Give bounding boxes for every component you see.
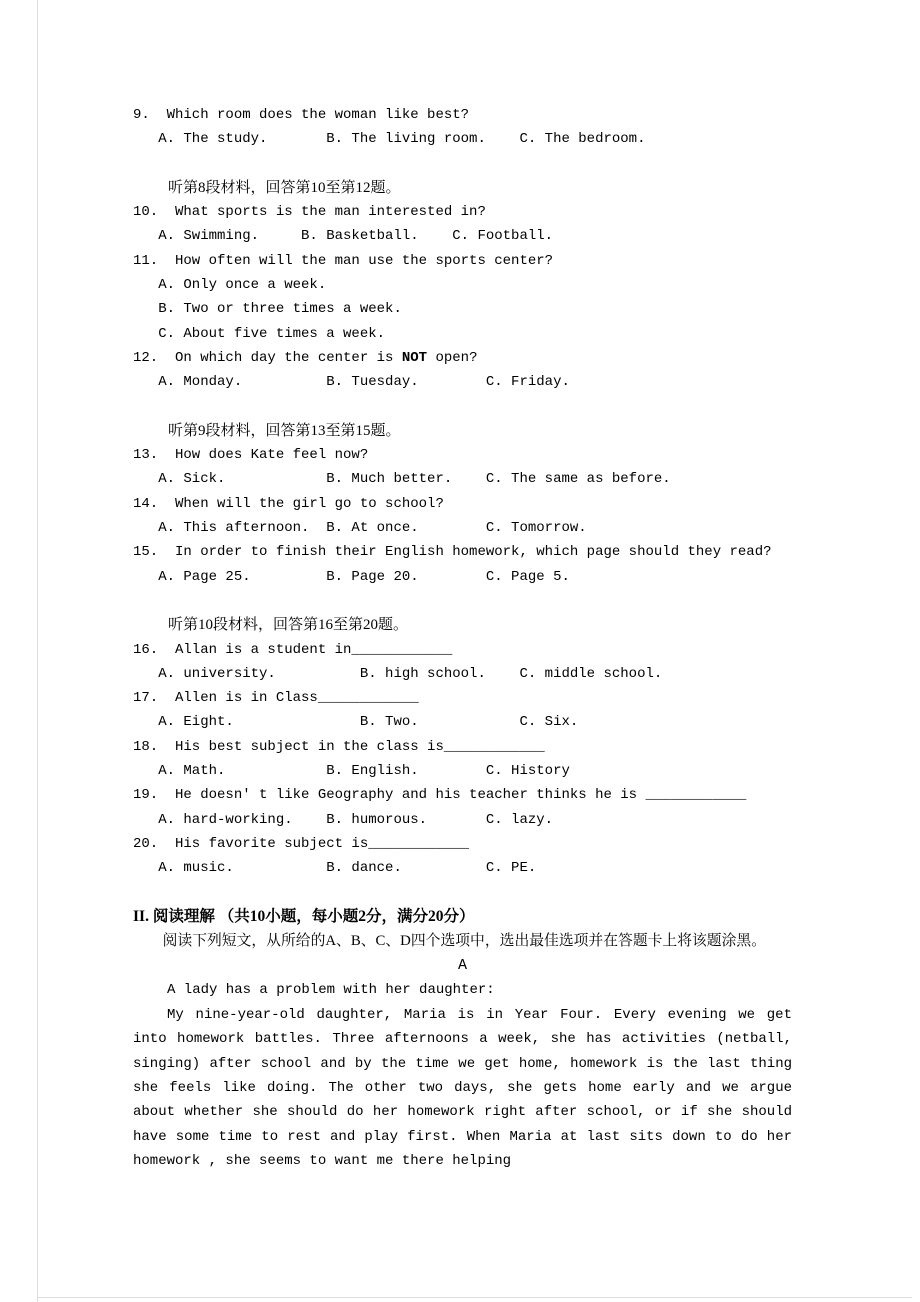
- page-edge-left: [37, 0, 38, 1302]
- question-line: 15. In order to finish their English homework, which page should they read?: [133, 544, 772, 561]
- blank-line: [133, 152, 792, 176]
- bold-text: NOT: [401, 349, 428, 366]
- question-line: 10. What sports is the man interested in?: [133, 204, 486, 221]
- question-line: 13. How does Kate feel now?: [133, 447, 369, 464]
- listening-part-header: 听第9段材料，回答第13至第15题。: [168, 422, 401, 439]
- reading-section: [133, 905, 792, 1174]
- blank-line: [133, 589, 792, 613]
- passage-body: My nine-year-old daughter, Maria is in Year Four. Every evening we get into homework battles. Three afternoons a week, she has activities (netball, singing) after school and by the time we get home, homework is the last thing she feels like doing. The other two days, she gets home early and we argue about whether she should do her homework right after school, or if she should have some time to rest and play first. When Maria at last sits down to do her homework , she seems to want me there helping: [133, 1006, 792, 1170]
- option-line: C. About five times a week.: [133, 325, 386, 342]
- reading-instructions: 阅读下列短文，从所给的A、B、C、D四个选项中，选出最佳选项并在答题卡上将该题涂黑。: [162, 933, 766, 950]
- passage-label: A: [457, 957, 467, 975]
- listening-lines: [133, 103, 792, 881]
- option-line: A. university. B. high school. C. middle school.: [133, 665, 663, 682]
- option-line: B. Two or three times a week.: [133, 301, 402, 318]
- option-line: A. Math. B. English. C. History: [133, 763, 570, 780]
- listening-part-header: 听第10段材料，回答第16至第20题。: [168, 617, 409, 634]
- question-line: 16. Allan is a student in____________: [133, 641, 453, 658]
- question-line: 9. Which room does the woman like best?: [133, 107, 470, 123]
- page-edge-bottom: [37, 1297, 912, 1298]
- option-line: A. This afternoon. B. At once. C. Tomorrow.: [133, 520, 587, 537]
- listening-section: [133, 103, 792, 881]
- question-line: 14. When will the girl go to school?: [133, 495, 444, 512]
- reading-section-heading: II. 阅读理解 （共10小题，每小题2分，满分20分）: [133, 907, 475, 925]
- question-line: [133, 346, 792, 370]
- question-line: 18. His best subject in the class is____________: [133, 738, 545, 755]
- exam-content: [133, 103, 792, 1174]
- option-line: A. Sick. B. Much better. C. The same as before.: [133, 471, 671, 488]
- question-line: 19. He doesn' t like Geography and his teacher thinks he is ____________: [133, 787, 747, 804]
- passage-intro-line: A lady has a problem with her daughter:: [167, 982, 495, 999]
- option-line: A. Page 25. B. Page 20. C. Page 5.: [133, 568, 570, 585]
- blank-line: [133, 395, 792, 419]
- option-line: A. Monday. B. Tuesday. C. Friday.: [133, 374, 570, 391]
- listening-part-header: 听第8段材料，回答第10至第12题。: [168, 179, 401, 196]
- plain-text: 12. On which day the center is: [133, 349, 402, 366]
- option-line: A. Only once a week.: [133, 277, 327, 294]
- question-line: 20. His favorite subject is____________: [133, 835, 470, 852]
- plain-text: open?: [427, 349, 478, 366]
- option-line: A. music. B. dance. C. PE.: [133, 860, 537, 877]
- option-line: A. hard-working. B. humorous. C. lazy.: [133, 811, 554, 828]
- question-line: 11. How often will the man use the sports center?: [133, 252, 554, 269]
- option-line: A. The study. B. The living room. C. The bedroom.: [133, 131, 646, 148]
- question-line: 17. Allen is in Class____________: [133, 690, 419, 707]
- option-line: A. Eight. B. Two. C. Six.: [133, 714, 579, 731]
- option-line: A. Swimming. B. Basketball. C. Football.: [133, 228, 554, 245]
